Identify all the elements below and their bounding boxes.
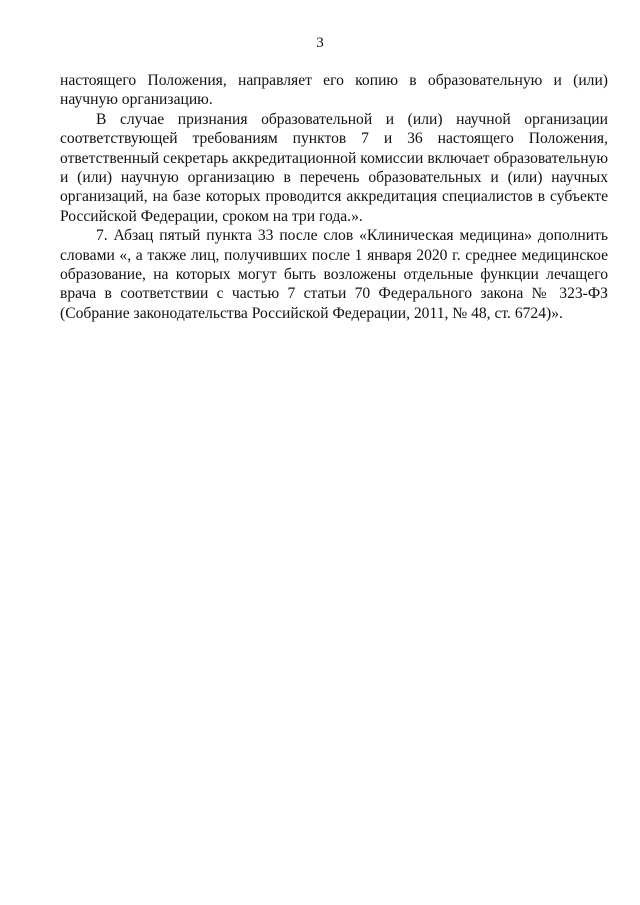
- paragraph-accreditation-case: В случае признания образовательной и (или) научной организации соответствующей требованиям пунктов 7 и 36 настоящего Положения, ответственный секретарь аккредитационной комиссии включает образовательную и (или) научную организацию в перечень образовательных и (или) научных организаций, на базе которых проводится аккредитация специалистов в субъекте Российской Федерации, сроком на три года.».: [60, 110, 608, 225]
- page-number: 3: [316, 35, 324, 51]
- document-body: [60, 71, 608, 323]
- paragraph-item-7: 7. Абзац пятый пункта 33 после слов «Клиническая медицина» дополнить словами «, а также лиц, получивших после 1 января 2020 г. среднее медицинское образование, на которых могут быть возложены отдельные функции лечащего врача в соответствии с частью 7 статьи 70 Федерального закона № 323-ФЗ (Собрание законодательства Российской Федерации, 2011, № 48, ст. 6724)».: [60, 227, 608, 322]
- paragraph-continuation: настоящего Положения, направляет его копию в образовательную и (или) научную организацию.: [60, 72, 608, 109]
